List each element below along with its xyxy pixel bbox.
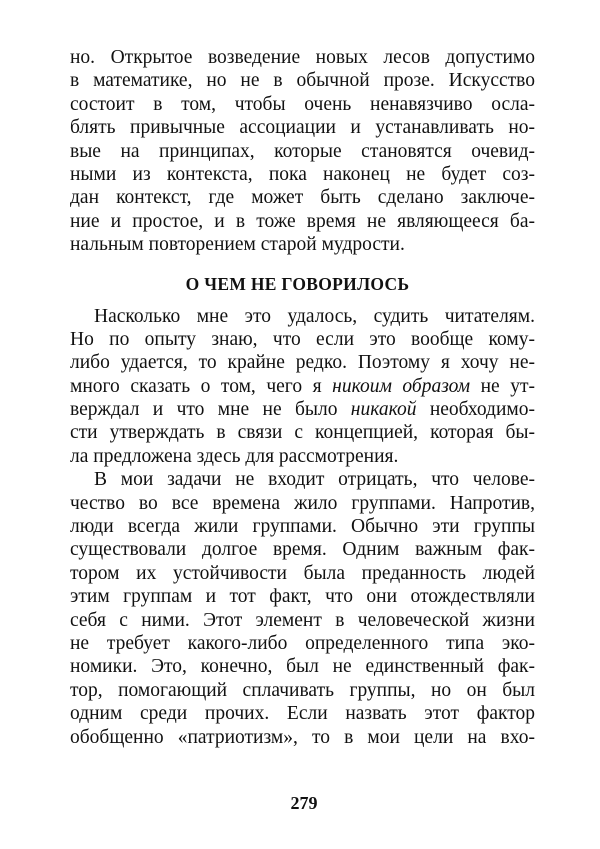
paragraph bbox=[70, 305, 535, 469]
text-line: существовали долгое время. Одним важным фак- bbox=[70, 539, 535, 561]
text-line: но. Открытое возведение новых лесов допустимо bbox=[70, 47, 535, 68]
text-line: ными из контекста, пока наконец не будет соз- bbox=[70, 163, 535, 185]
text-line: номики. Это, конечно, был не единственный фак- bbox=[70, 656, 535, 678]
text-line: вые на принципах, которые становятся очевид- bbox=[70, 140, 535, 162]
text-line: ла предложена здесь для рассмотрения. bbox=[70, 445, 399, 467]
text-segment: верждал и что мне не было bbox=[70, 399, 351, 421]
text-line: либо удается, то крайне редко. Поэтому я хочу не- bbox=[70, 352, 535, 374]
text-line: в математике, но не в обычной прозе. Искусство bbox=[70, 70, 535, 92]
emphasized-text: никоим образом bbox=[332, 375, 471, 397]
text-line: ние и простое, и в тоже время не являющееся ба- bbox=[70, 210, 535, 232]
section-heading: О ЧЕМ НЕ ГОВОРИЛОСЬ bbox=[185, 273, 410, 294]
text-segment: необходимо- bbox=[416, 399, 535, 421]
page-number: 279 bbox=[290, 793, 318, 813]
text-line: одним среди прочих. Если назвать этот фактор bbox=[70, 703, 535, 725]
paragraph-continuation bbox=[70, 46, 535, 257]
text-line: этим группам и тот факт, что они отождествляли bbox=[70, 586, 535, 608]
text-line: тором их устойчивости была преданность людей bbox=[70, 562, 535, 584]
page-body bbox=[70, 46, 535, 749]
text-line: состоит в том, чтобы очень ненавязчиво осла- bbox=[70, 93, 535, 115]
text-line: обобщенно «патриотизм», то в мои цели на вхо- bbox=[70, 726, 535, 748]
text-line: дан контекст, где может быть сделано заключе- bbox=[70, 187, 535, 209]
text-line: Насколько мне это удалось, судить читателям. bbox=[94, 305, 535, 327]
text-line bbox=[70, 375, 535, 398]
text-line: чество во все времена жило группами. Напротив, bbox=[70, 492, 535, 514]
text-line: не требует какого-либо определенного типа эко- bbox=[70, 632, 535, 654]
text-line: сти утверждать в связи с концепцией, которая бы- bbox=[70, 422, 535, 444]
paragraph bbox=[70, 468, 535, 749]
text-line: блять привычные ассоциации и устанавливать но- bbox=[70, 117, 535, 139]
text-line bbox=[70, 398, 535, 421]
text-line: люди всегда жили группами. Обычно эти группы bbox=[70, 516, 535, 538]
text-segment: много сказать о том, чего я bbox=[70, 375, 333, 397]
text-line: Но по опыту знаю, что если это вообще кому- bbox=[70, 328, 535, 350]
emphasized-text: никакой bbox=[350, 399, 417, 421]
text-line: нальным повторением старой мудрости. bbox=[70, 234, 405, 256]
text-line: тор, помогающий сплачивать группы, но он был bbox=[70, 679, 535, 701]
text-line: себя с ними. Этот элемент в человеческой жизни bbox=[70, 609, 535, 631]
text-line: В мои задачи не входит отрицать, что челове- bbox=[94, 469, 535, 491]
text-segment: не ут- bbox=[470, 375, 535, 397]
